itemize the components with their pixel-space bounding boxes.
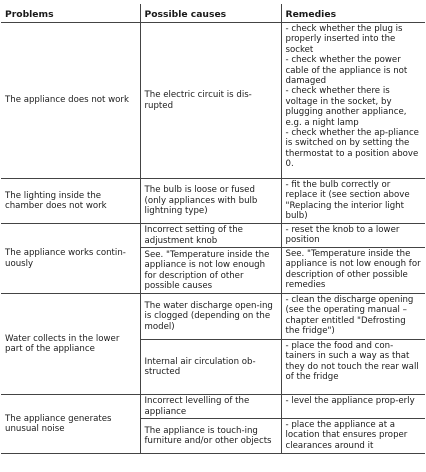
cause-cell: The water discharge open-ing is clogged (depending on the model)	[140, 294, 281, 340]
remedy-cell: - place the food and con-tainers in such a way as that they do not touch the rear wall of the fridge	[281, 340, 425, 395]
table-row	[1, 395, 425, 419]
remedy-cell: - level the appliance prop-erly	[281, 395, 425, 419]
troubleshooting-table	[1, 4, 425, 454]
table-row	[1, 294, 425, 340]
cause-cell: Internal air circulation ob-structed	[140, 340, 281, 395]
table-row	[1, 224, 425, 248]
cause-cell: The appliance is touch-ing furniture and/or other objects	[140, 419, 281, 454]
cause-cell: The bulb is loose or fused (only appliances with bulb lightning type)	[140, 179, 281, 224]
remedy-cell: - clean the discharge opening (see the operating manual – chapter entitled "Defrosting the fridge")	[281, 294, 425, 340]
cause-cell: Incorrect levelling of the appliance	[140, 395, 281, 419]
header-causes: Possible causes	[140, 4, 281, 23]
table-row	[1, 179, 425, 224]
remedy-cell: - check whether the plug is properly inserted into the socket - check whether the power cable of the appliance is not damaged - check whether there is voltage in the socket, by plugging another appliance, e.g. a night lamp - check whether the ap-pliance is switched on by setting the thermostat to a position above 0.	[281, 23, 425, 179]
problem-cell: The appliance works contin-uously	[1, 224, 140, 294]
cause-cell: See. "Temperature inside the appliance is not low enough for description of other possible causes	[140, 248, 281, 294]
header-remedies: Remedies	[281, 4, 425, 23]
table-row	[1, 23, 425, 179]
problem-cell: Water collects in the lower part of the appliance	[1, 294, 140, 395]
remedy-cell: See. "Temperature inside the appliance is not low enough for description of other possible remedies	[281, 248, 425, 294]
header-row	[1, 4, 425, 23]
cause-cell: Incorrect setting of the adjustment knob	[140, 224, 281, 248]
remedy-cell: - reset the knob to a lower position	[281, 224, 425, 248]
problem-cell: The lighting inside the chamber does not work	[1, 179, 140, 224]
problem-cell: The appliance does not work	[5, 95, 129, 106]
remedy-cell: - place the appliance at a location that ensures proper clearances around it	[281, 419, 425, 454]
cause-cell: The electric circuit is dis-rupted	[140, 23, 281, 179]
remedy-cell: - fit the bulb correctly or replace it (see section above "Replacing the interior light bulb)	[281, 179, 425, 224]
header-problems: Problems	[1, 4, 140, 23]
problem-cell: The appliance generates unusual noise	[1, 395, 140, 454]
